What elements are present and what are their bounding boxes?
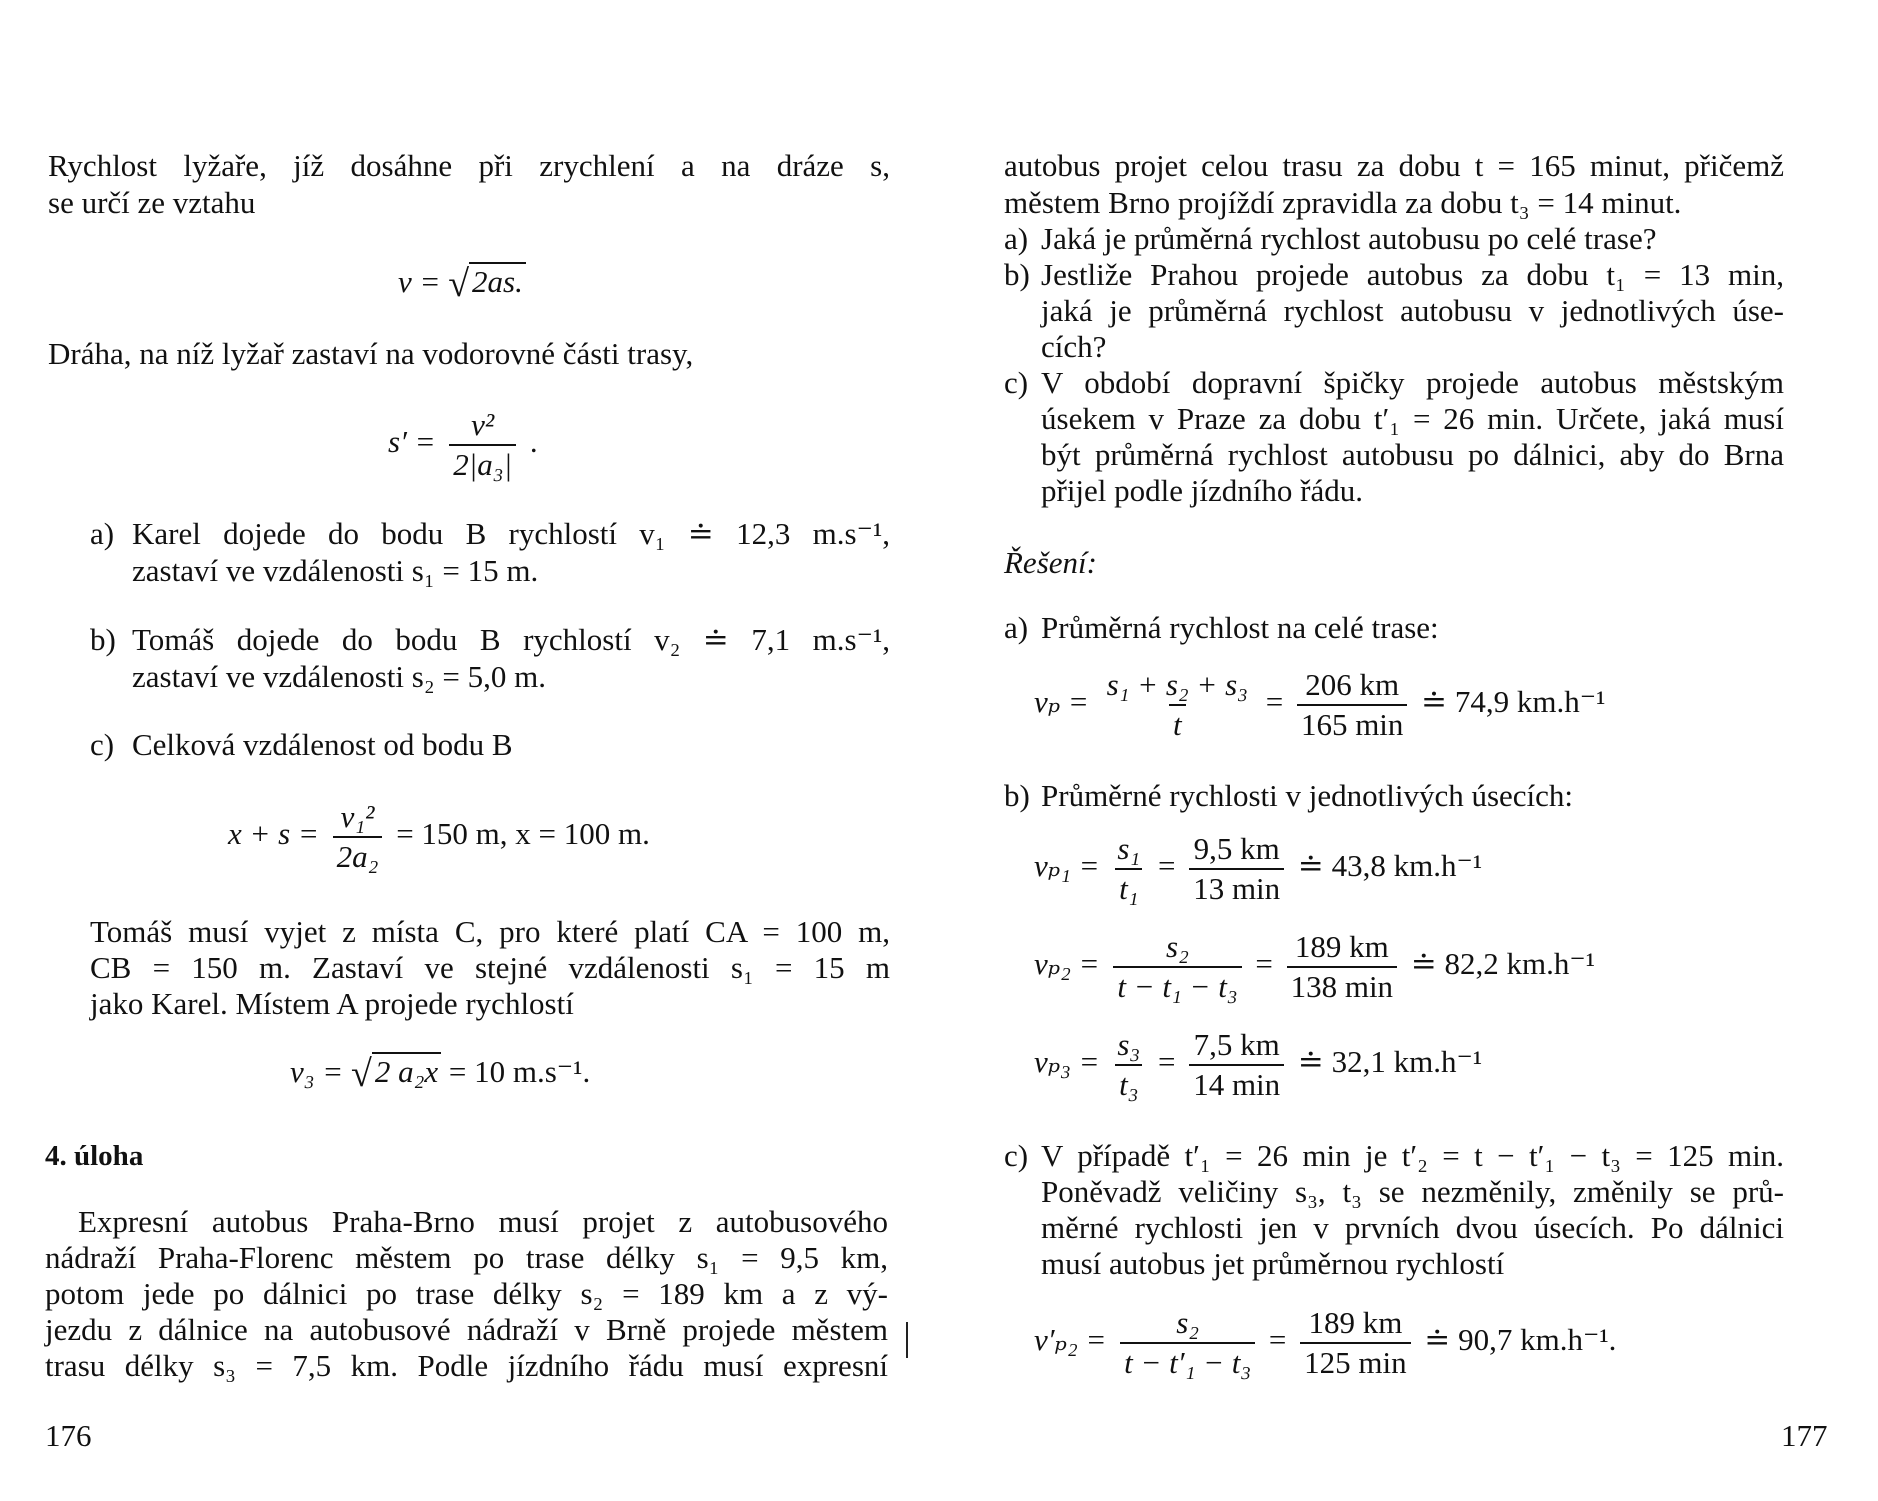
equation-required-speed-numerator-2: 189 km <box>1308 1305 1403 1340</box>
equation-speed-vp3-denominator: t₃ <box>1115 1064 1142 1102</box>
section-heading: 4. úloha <box>45 1140 144 1172</box>
question-a-text: Jaká je průměrná rychlost autobusu po celé trase? <box>1041 221 1657 256</box>
continuation-line-2: městem Brno projíždí zpravidla za dobu t₃ = 14 minut. <box>1004 185 1682 220</box>
solution-a-text: Průměrná rychlost na celé trase: <box>1041 610 1439 645</box>
equation-speed-v3: v₃ = √2 a₂x = 10 m.s⁻¹. <box>290 1053 591 1095</box>
equation-average-speed-numerator-2: 206 km <box>1305 667 1400 702</box>
equation-average-speed-denominator: t <box>1169 704 1186 742</box>
equation-average-speed-rhs: ≐ 74,9 km.h⁻¹ <box>1421 684 1606 720</box>
intro-line-1: Rychlost lyžaře, jíž dosáhne při zrychlení a na dráze s, <box>48 148 890 183</box>
equation-speed-vp3-rhs: ≐ 32,1 km.h⁻¹ <box>1297 1044 1483 1080</box>
item-a-label: a) <box>90 516 115 551</box>
solution-c-line-3: měrné rychlosti jen v prvních dvou úsecích. Po dálnici <box>1041 1210 1784 1245</box>
question-b-line-2: jaká je průměrná rychlost autobusu v jednotlivých úse- <box>1041 293 1784 328</box>
intro-line-2: se určí ze vztahu <box>48 185 256 220</box>
equation-speed-vp2-rhs: ≐ 82,2 km.h⁻¹ <box>1410 946 1596 982</box>
equation-average-speed: vₚ = $\frac{\text{s₁ + s₂ + s₃}}{t}$ = $\frac{206 km}{165 \min}$ ≐ 74,9 km.h⁻¹ <box>1034 667 1606 742</box>
solution-a-label: a) <box>1004 610 1029 645</box>
solution-b-text: Průměrné rychlosti v jednotlivých úsecích: <box>1041 778 1574 813</box>
solution-c-label: c) <box>1004 1138 1029 1173</box>
question-b-line-1: Jestliže Prahou projede autobus za dobu t₁ = 13 min, <box>1041 257 1784 292</box>
equation-total-distance-lhs: x + s = <box>228 816 319 852</box>
equation-speed-vp1-denominator-2: 13 min <box>1189 868 1284 906</box>
equation-required-speed-lhs: v′ₚ₂ = <box>1034 1322 1107 1358</box>
equation-speed-v3-lhs: v₃ = <box>290 1054 344 1089</box>
equation-stop-distance <box>388 408 538 482</box>
equation-average-speed-numerator: s₁ + s₂ + s₃ <box>1106 667 1248 702</box>
equation-stop-distance-numerator: v² <box>471 407 495 442</box>
equation-speed-vp1: vₚ₁ = $\frac{\text{s₁}}{\text{t₁}}$ = $\frac{9,5 km}{13 \min}$ ≐ 43,8 km.h⁻¹ <box>1034 831 1483 906</box>
equation-speed-vp2: vₚ₂ = $\frac{\text{s₂}}{\text{t − t₁ − t₃}}$ = $\frac{189 km}{138 \min}$ ≐ 82,2 km.h⁻¹ <box>1034 929 1596 1004</box>
equation-average-speed-lhs: vₚ = <box>1034 684 1089 720</box>
question-c-line-1: V období dopravní špičky projede autobus městským <box>1041 365 1784 400</box>
tomas-line-1: Tomáš musí vyjet z místa C, pro které platí CA = 100 m, <box>90 914 890 949</box>
equation-required-speed-rhs: ≐ 90,7 km.h⁻¹. <box>1424 1322 1617 1358</box>
equation-speed-vp3-denominator-2: 14 min <box>1189 1064 1284 1102</box>
equation-speed-v3-rhs: = 10 m.s⁻¹. <box>448 1054 591 1089</box>
equation-total-distance-denominator: 2a₂ <box>333 836 383 874</box>
question-c-line-3: být průměrná rychlost autobusu po dálnici, aby do Brna <box>1041 437 1784 472</box>
equation-stop-distance-denominator: 2|a₃| <box>449 444 516 482</box>
equation-speed-vp2-lhs: vₚ₂ = <box>1034 946 1100 982</box>
equation-speed-vp1-lhs: vₚ₁ = <box>1034 848 1100 884</box>
question-b-line-3: cích? <box>1041 329 1107 364</box>
page-number-left: 176 <box>45 1418 92 1453</box>
equation-speed-vp1-numerator: s₁ <box>1117 831 1141 866</box>
right-page <box>939 0 1878 1501</box>
solution-b-label: b) <box>1004 778 1030 813</box>
question-c-line-2: úsekem v Praze za dobu t′₁ = 26 min. Určete, jaká musí <box>1041 401 1784 436</box>
equation-speed-vp2-numerator-2: 189 km <box>1294 929 1389 964</box>
equation-stop-distance-lhs: s′ = <box>388 424 436 460</box>
draha-text: Dráha, na níž lyžař zastaví na vodorovné části trasy, <box>48 336 694 371</box>
item-c-line-1: Celková vzdálenost od bodu B <box>132 727 513 762</box>
equation-velocity-lhs: v = <box>398 264 441 299</box>
equation-total-distance <box>228 800 650 874</box>
equation-speed-vp2-numerator: s₂ <box>1166 929 1189 964</box>
equation-total-distance-rhs: = 150 m, x = 100 m. <box>396 816 650 852</box>
equation-total-distance-numerator: v₁² <box>340 799 375 834</box>
equation-speed-vp1-denominator: t₁ <box>1115 868 1142 906</box>
item-a-line-2: zastaví ve vzdálenosti s₁ = 15 m. <box>132 553 539 588</box>
equation-speed-vp2-denominator-2: 138 min <box>1287 966 1397 1004</box>
equation-required-speed: v′ₚ₂ = $\frac{\text{s₂}}{\text{t − t′₁ − t₃}}$ = $\frac{189 km}{125 \min}$ ≐ 90,7 km.h⁻¹. <box>1034 1305 1617 1380</box>
question-b-label: b) <box>1004 257 1030 292</box>
continuation-line-1: autobus projet celou trasu za dobu t = 165 minut, přičemž <box>1004 148 1784 183</box>
equation-speed-vp3-numerator-2: 7,5 km <box>1193 1027 1280 1062</box>
equation-required-speed-denominator: t − t′₁ − t₃ <box>1120 1342 1255 1380</box>
tomas-line-2: CB = 150 m. Zastaví ve stejné vzdálenosti s₁ = 15 m <box>90 950 890 985</box>
item-c-label: c) <box>90 727 115 762</box>
task-line-1: Expresní autobus Praha-Brno musí projet z autobusového <box>78 1204 888 1239</box>
solution-heading: Řešení: <box>1004 545 1097 580</box>
task-line-4: jezdu z dálnice na autobusové nádraží v Brně projede městem <box>45 1312 888 1347</box>
equation-speed-v3-root: 2 a₂x <box>372 1052 441 1089</box>
equation-average-speed-denominator-2: 165 min <box>1297 704 1407 742</box>
page-number-right: 177 <box>1781 1418 1828 1453</box>
solution-c-line-4: musí autobus jet průměrnou rychlostí <box>1041 1246 1505 1281</box>
equation-required-speed-denominator-2: 125 min <box>1300 1342 1410 1380</box>
equation-speed-vp1-rhs: ≐ 43,8 km.h⁻¹ <box>1297 848 1483 884</box>
question-c-label: c) <box>1004 365 1029 400</box>
item-b-line-2: zastaví ve vzdálenosti s₂ = 5,0 m. <box>132 659 546 694</box>
solution-c-line-2: Poněvadž veličiny s₃, t₃ se nezměnily, změnily se prů- <box>1041 1174 1784 1209</box>
question-c-line-4: přijel podle jízdního řádu. <box>1041 473 1363 508</box>
task-line-3: potom jede po dálnici po trase délky s₂ = 189 km a z vý- <box>45 1276 888 1311</box>
equation-speed-vp2-denominator: t − t₁ − t₃ <box>1113 966 1241 1004</box>
equation-speed-vp3-lhs: vₚ₃ = <box>1034 1044 1100 1080</box>
task-line-2: nádraží Praha-Florenc městem po trase délky s₁ = 9,5 km, <box>45 1240 888 1275</box>
equation-speed-vp1-numerator-2: 9,5 km <box>1193 831 1280 866</box>
task-line-5: trasu délky s₃ = 7,5 km. Podle jízdního řádu musí expresní <box>45 1348 888 1383</box>
item-b-label: b) <box>90 622 116 657</box>
question-a-label: a) <box>1004 221 1029 256</box>
item-a-line-1: Karel dojede do bodu B rychlostí v₁ ≐ 12,3 m.s⁻¹, <box>132 516 890 551</box>
margin-mark <box>906 1322 908 1358</box>
equation-required-speed-numerator: s₂ <box>1176 1305 1200 1340</box>
equation-stop-distance-tail: . <box>529 424 538 460</box>
equation-speed-vp3-numerator: s₃ <box>1117 1027 1141 1062</box>
solution-c-line-1: V případě t′₁ = 26 min je t′₂ = t − t′₁ − t₃ = 125 min. <box>1041 1138 1784 1173</box>
tomas-line-3: jako Karel. Místem A projede rychlostí <box>90 986 574 1021</box>
equation-velocity: v = √2as. <box>398 262 526 306</box>
equation-speed-vp3: vₚ₃ = $\frac{\text{s₃}}{\text{t₃}}$ = $\frac{7,5 km}{14 \min}$ ≐ 32,1 km.h⁻¹ <box>1034 1027 1483 1102</box>
item-b-line-1: Tomáš dojede do bodu B rychlostí v₂ ≐ 7,1 m.s⁻¹, <box>132 622 890 657</box>
equation-velocity-root: 2as. <box>469 262 526 299</box>
